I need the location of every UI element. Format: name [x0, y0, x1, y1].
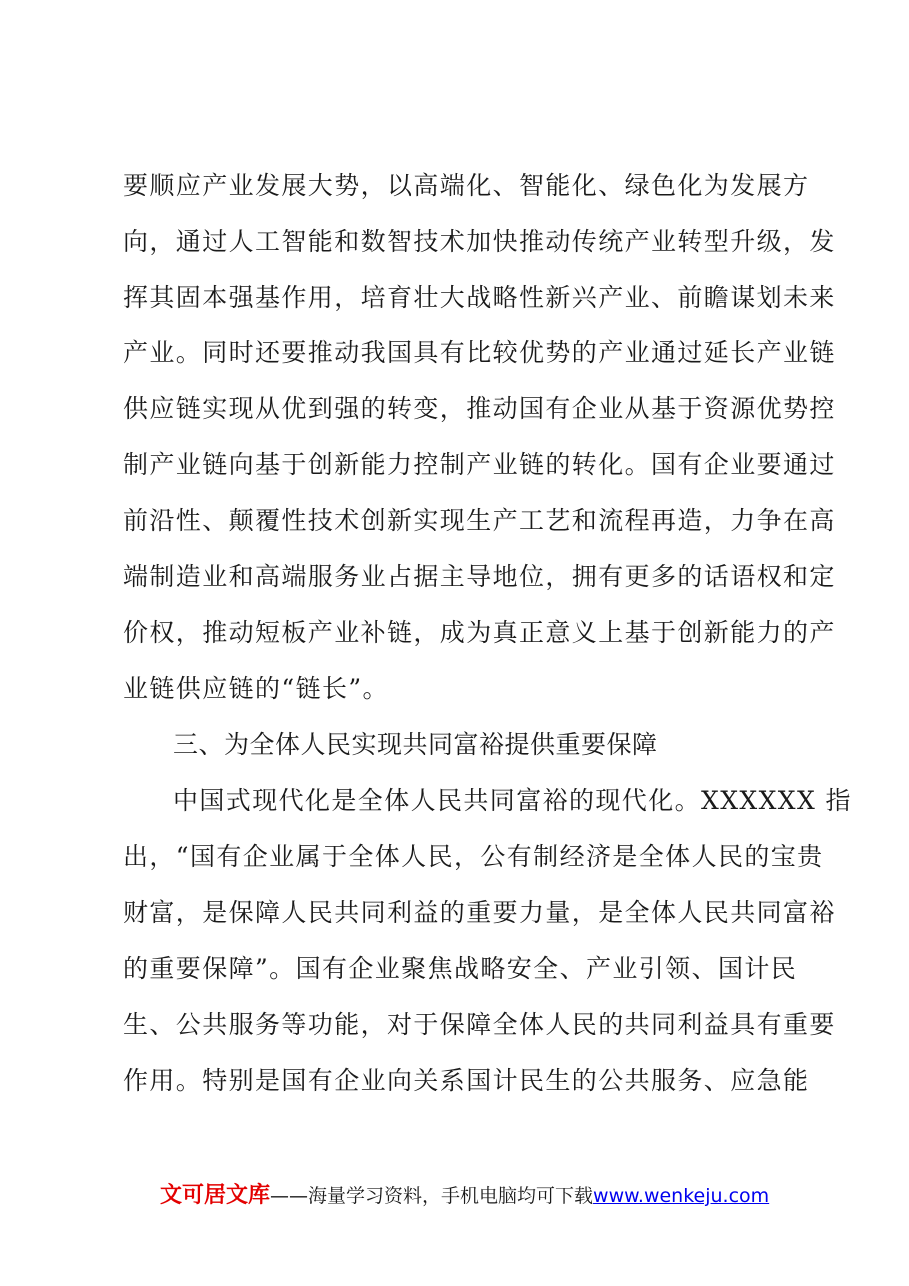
paragraph-line: 价权，推动短板产业补链，成为真正意义上基于创新能力的产	[123, 618, 836, 647]
footer-dash: ——	[270, 1185, 309, 1207]
paragraph-line: 端制造业和高端服务业占据主导地位，拥有更多的话语权和定	[123, 562, 836, 591]
paragraph-line: 产业。同时还要推动我国具有比较优势的产业通过延长产业链	[123, 338, 836, 367]
paragraph-line: 作用。特别是国有企业向关系国计民生的公共服务、应急能	[123, 1066, 810, 1095]
footer-url-link[interactable]: www.wenkeju.com	[593, 1185, 770, 1207]
section-heading: 三、为全体人民实现共同富裕提供重要保障	[173, 730, 658, 759]
paragraph-line: 制产业链向基于创新能力控制产业链的转化。国有企业要通过	[123, 450, 836, 479]
paragraph-line: 中国式现代化是全体人民共同富裕的现代化。XXXXXX 指	[173, 786, 852, 815]
paragraph-line: 供应链实现从优到强的转变，推动国有企业从基于资源优势控	[123, 394, 836, 423]
paragraph-line: 要顺应产业发展大势，以高端化、智能化、绿色化为发展方	[123, 171, 810, 200]
paragraph-line: 前沿性、颠覆性技术创新实现生产工艺和流程再造，力争在高	[123, 506, 836, 535]
paragraph-line: 的重要保障”。国有企业聚焦战略安全、产业引领、国计民	[123, 954, 798, 983]
paragraph-line: 向，通过人工智能和数智技术加快推动传统产业转型升级，发	[123, 227, 836, 256]
footer-brand: 文可居文库	[160, 1183, 271, 1208]
footer	[160, 1183, 769, 1209]
paragraph-line: 财富，是保障人民共同利益的重要力量，是全体人民共同富裕	[123, 898, 836, 927]
paragraph-line: 业链供应链的“链长”。	[123, 674, 389, 703]
paragraph-line: 挥其固本强基作用，培育壮大战略性新兴产业、前瞻谋划未来	[123, 283, 836, 312]
footer-tagline: 海量学习资料，手机电脑均可下载	[308, 1185, 594, 1207]
paragraph-line: 生、公共服务等功能，对于保障全体人民的共同利益具有重要	[123, 1010, 836, 1039]
paragraph-line: 出，“国有企业属于全体人民，公有制经济是全体人民的宝贵	[123, 842, 824, 871]
